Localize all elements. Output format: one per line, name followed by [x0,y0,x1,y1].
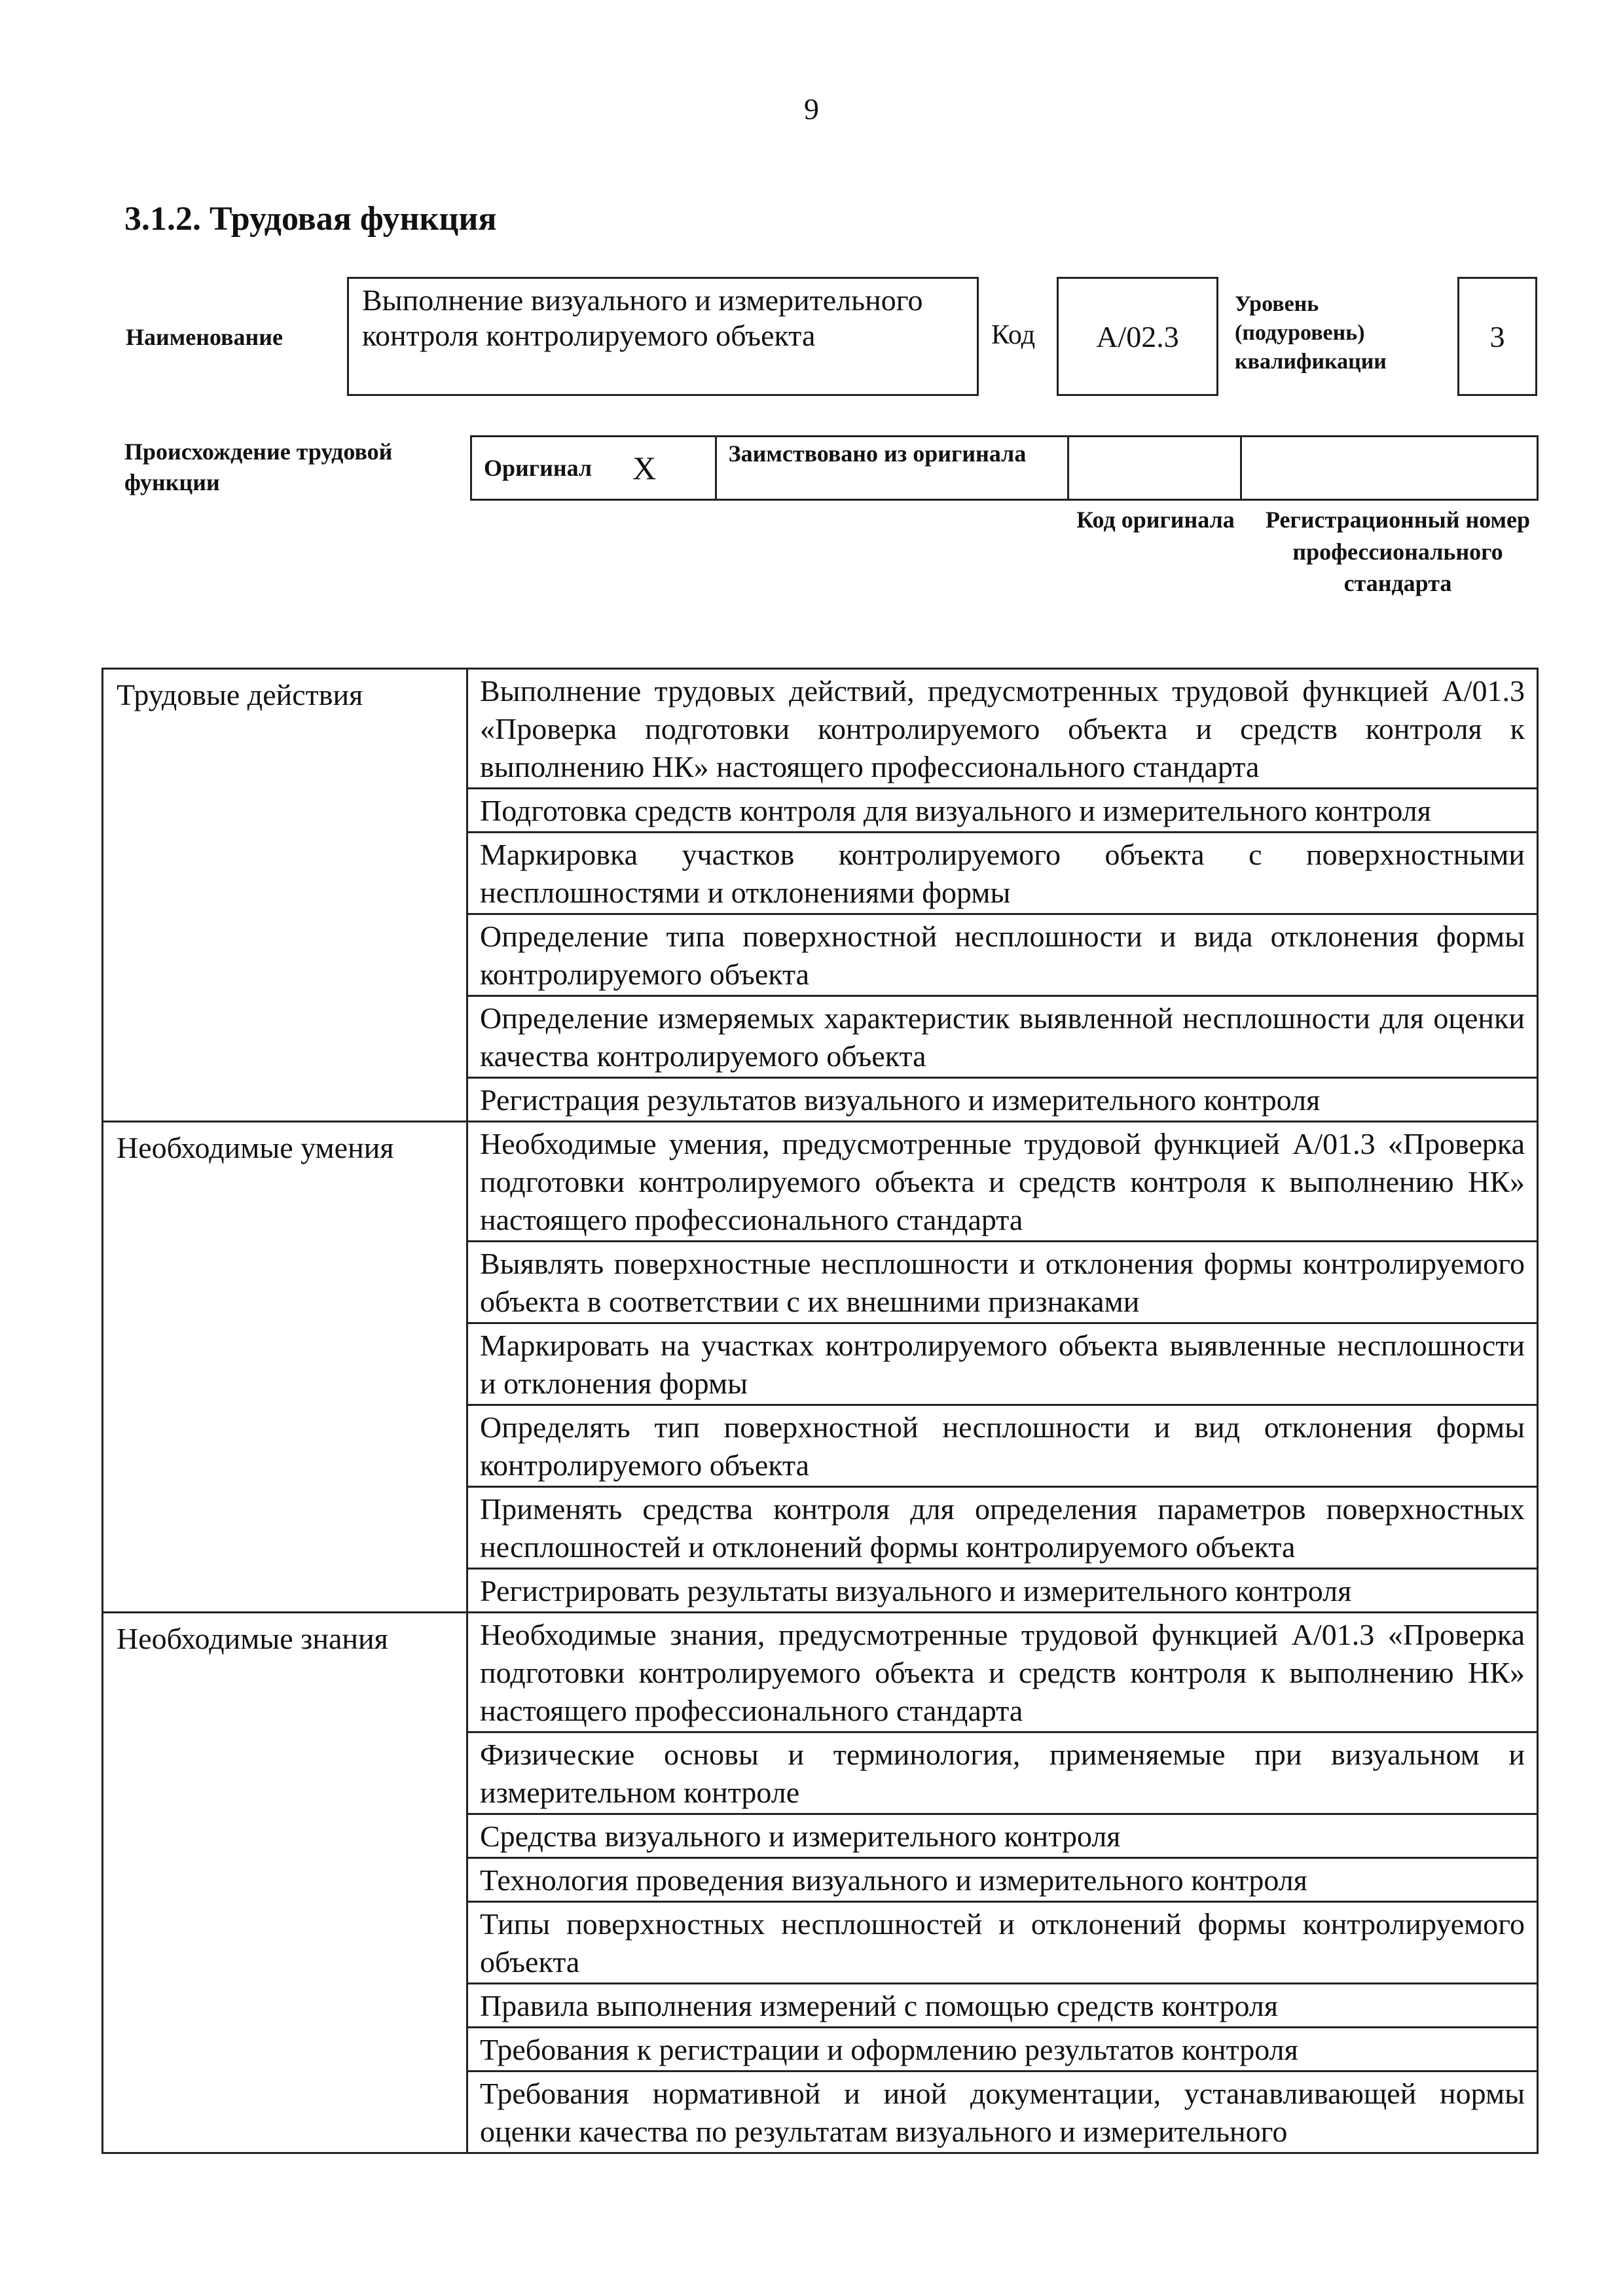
section-title: 3.1.2. Трудовая функция [124,200,497,238]
original-code-cell [1069,437,1242,499]
table-row: Типы поверхностных несплошностей и отклонений формы контролируемого объекта [468,1903,1537,1984]
table-row: Маркировка участков контролируемого объекта с поверхностными несплошностями и отклонениями формы [468,833,1537,915]
table-row: Физические основы и терминология, применяемые при визуальном и измерительном контроле [468,1733,1537,1815]
qualification-level-label: Уровень (подуровень) квалификации [1235,292,1387,374]
group-label: Необходимые умения [103,1122,468,1611]
borrowed-label: Заимствовано из оригинала [717,437,1069,499]
name-label: Наименование [126,324,283,350]
table-group [103,1122,1537,1613]
group-label: Необходимые знания [103,1613,468,2152]
table-row: Требования нормативной и иной документации, устанавливающей нормы оценки качества по результатам визуального и измерительного [480,2077,1525,2148]
reg-number-caption: Регистрационный номер профессионального стандарта [1265,507,1531,597]
table-group [103,670,1537,1122]
function-code-field: А/02.3 [1057,277,1218,396]
origin-table [470,435,1539,501]
table-row: Выполнение трудовых действий, предусмотренных трудовой функцией А/01.3 «Проверка подготовки контролируемого объекта и средств контроля к выполнению НК» настоящего профессионального стандарта [468,670,1537,789]
code-label: Код [991,320,1036,350]
origin-label: Происхождение трудовой функции [124,439,393,495]
original-cell [472,437,717,499]
table-row: Регистрировать результаты визуального и измерительного контроля [480,1574,1352,1607]
table-row: Технология проведения визуального и измерительного контроля [468,1859,1537,1903]
reg-number-cell [1242,437,1537,499]
table-row: Маркировать на участках контролируемого объекта выявленные несплошности и отклонения формы [468,1324,1537,1406]
page-number: 9 [804,92,819,126]
qualification-level-field: 3 [1457,277,1537,396]
table-row: Средства визуального и измерительного контроля [468,1815,1537,1859]
original-label: Оригинал [484,455,593,481]
table-row: Определение измеряемых характеристик выявленной несплошности для оценки качества контролируемого объекта [468,997,1537,1079]
original-mark: X [632,450,657,486]
table-row: Необходимые знания, предусмотренные трудовой функцией А/01.3 «Проверка подготовки контролируемого объекта и средств контроля к выполнению НК» настоящего профессионального стандарта [468,1613,1537,1733]
original-code-caption: Код оригинала [1076,507,1235,533]
table-group [103,1613,1537,2152]
table-row: Требования к регистрации и оформлению результатов контроля [468,2028,1537,2072]
function-name-field: Выполнение визуального и измерительного контроля контролируемого объекта [347,277,979,396]
labor-function-table [101,668,1539,2154]
table-row: Определять тип поверхностной несплошности и вид отклонения формы контролируемого объекта [468,1406,1537,1488]
table-row: Определение типа поверхностной несплошности и вида отклонения формы контролируемого объекта [468,915,1537,997]
table-row: Необходимые умения, предусмотренные трудовой функцией А/01.3 «Проверка подготовки контролируемого объекта и средств контроля к выполнению НК» настоящего профессионального стандарта [468,1122,1537,1242]
table-row: Подготовка средств контроля для визуального и измерительного контроля [468,789,1537,833]
table-row: Правила выполнения измерений с помощью средств контроля [468,1984,1537,2028]
group-label: Трудовые действия [103,670,468,1121]
table-row: Выявлять поверхностные несплошности и отклонения формы контролируемого объекта в соответствии с их внешними признаками [468,1242,1537,1324]
table-row: Применять средства контроля для определения параметров поверхностных несплошностей и отклонений формы контролируемого объекта [468,1488,1537,1570]
table-row: Регистрация результатов визуального и измерительного контроля [480,1083,1321,1117]
